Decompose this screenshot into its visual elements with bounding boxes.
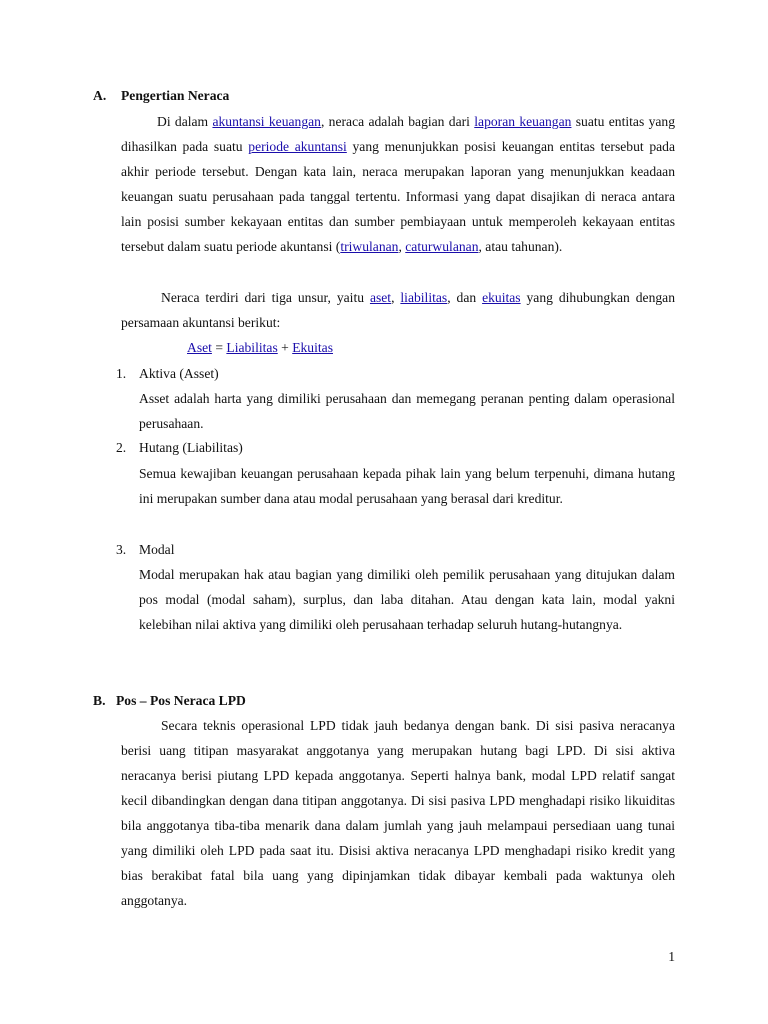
section-b-heading — [93, 692, 246, 710]
section-a-title: Pengertian Neraca — [121, 88, 230, 103]
link-equation-ekuitas[interactable]: Ekuitas — [292, 340, 333, 355]
section-a-number: A. — [93, 88, 107, 103]
link-laporan-keuangan[interactable]: laporan keuangan — [474, 114, 572, 129]
accounting-equation: Aset = Liabilitas + Ekuitas — [187, 340, 333, 355]
link-liabilitas[interactable]: liabilitas — [400, 290, 448, 305]
list-item-1-text: Asset adalah harta yang dimiliki perusahaan dan memegang peranan penting dalam operasional perusahaan. — [139, 391, 675, 431]
list-item-1-label: 1. Aktiva (Asset) — [116, 366, 219, 381]
page-number: 1 — [668, 949, 675, 964]
link-equation-aset[interactable]: Aset — [187, 340, 212, 355]
list-item-2-label: 2. Hutang (Liabilitas) — [116, 440, 243, 455]
link-akuntansi-keuangan[interactable]: akuntansi keuangan — [212, 114, 321, 129]
list-item-3-label: 3. Modal — [116, 542, 175, 557]
link-aset[interactable]: aset — [369, 290, 392, 305]
section-b-title: Pos – Pos Neraca LPD — [116, 693, 246, 708]
list-item-3-text: Modal merupakan hak atau bagian yang dimiliki oleh pemilik perusahaan yang ditujukan dalam pos modal (modal saham), surplus, dan laba ditahan. Atau dengan kata lain, modal yakni kelebihan nilai aktiva yang dimiliki oleh perusahaan terhadap seluruh hutang-hutangnya. — [139, 567, 675, 632]
section-a-heading — [93, 87, 229, 105]
link-triwulanan[interactable]: triwulanan — [340, 239, 399, 254]
section-a-paragraph-1: Di dalam akuntansi keuangan, neraca adalah bagian dari laporan keuangan suatu entitas yang dihasilkan pada suatu periode akuntansi yang menunjukkan posisi keuangan entitas tersebut pada akhir periode tersebut. Dengan kata lain, neraca merupakan laporan yang menunjukkan keadaan keuangan suatu perusahaan pada tanggal tertentu. Informasi yang dapat disajikan di neraca antara lain posisi sumber kekayaan entitas dan sumber pembiayaan untuk memperoleh kekayaan entitas tersebut dalam suatu periode akuntansi (triwulanan, caturwulanan, atau tahunan). — [121, 114, 675, 254]
link-caturwulanan[interactable]: caturwulanan — [405, 239, 479, 254]
link-periode-akuntansi[interactable]: periode akuntansi — [248, 139, 347, 154]
link-equation-liabilitas[interactable]: Liabilitas — [226, 340, 278, 355]
link-ekuitas[interactable]: ekuitas — [482, 290, 521, 305]
section-b-paragraph-1: Secara teknis operasional LPD tidak jauh bedanya dengan bank. Di sisi pasiva neracanya berisi uang titipan masyarakat anggotanya yang merupakan hutang bagi LPD. Di sisi aktiva neracanya berisi piutang LPD kepada anggotanya. Seperti halnya bank, modal LPD relatif sangat kecil dibandingkan dengan dana titipan anggotanya. Di sisi pasiva LPD menghadapi risiko likuiditas bila anggotanya tiba-tiba menarik dana dalam jumlah yang jauh melampaui persediaan uang tunai yang dimiliki oleh LPD pada saat itu. Disisi aktiva neracanya LPD menghadapi risiko kredit yang bias berakibat fatal bila uang yang dipinjamkan tidak dibayar kembali pada waktunya oleh anggotanya. — [121, 718, 675, 908]
list-item-2-text: Semua kewajiban keuangan perusahaan kepada pihak lain yang belum terpenuhi, dimana hutang ini merupakan sumber dana atau modal perusahaan yang berasal dari kreditur. — [139, 466, 675, 506]
section-a-paragraph-2: Neraca terdiri dari tiga unsur, yaitu aset, liabilitas, dan ekuitas yang dihubungkan dengan persamaan akuntansi berikut: — [121, 290, 675, 330]
section-b-number: B. — [93, 693, 106, 708]
